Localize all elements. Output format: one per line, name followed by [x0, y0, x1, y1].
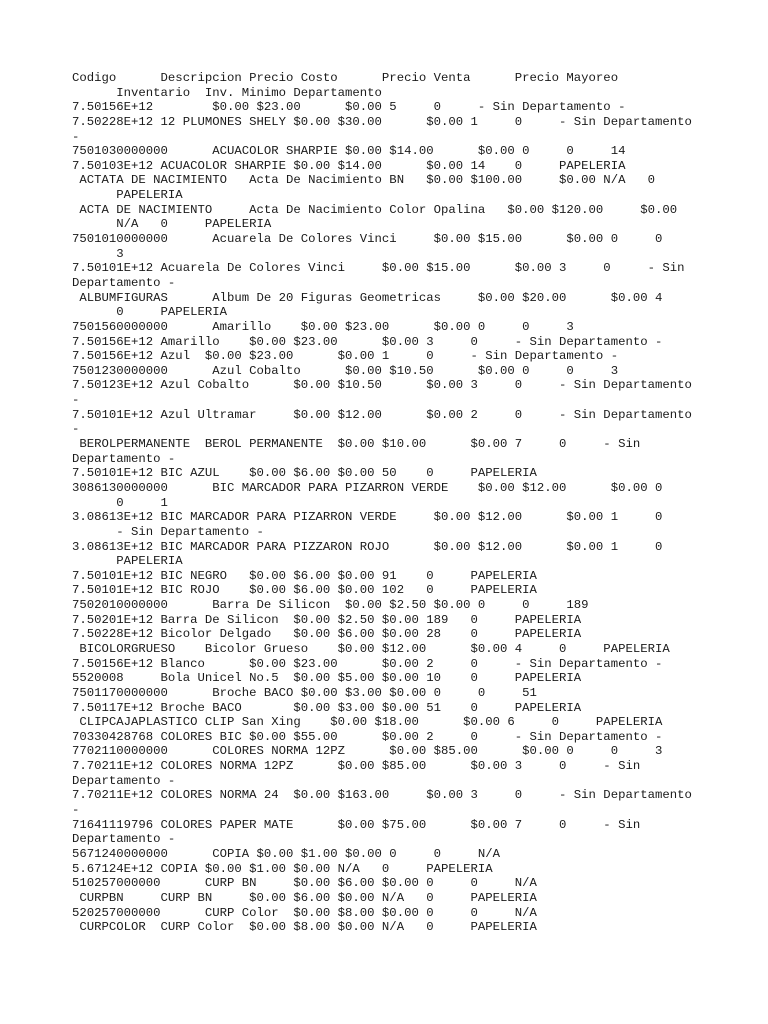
inventory-line: 5671240000000 COPIA $0.00 $1.00 $0.00 0 0 N/A	[72, 846, 501, 861]
inventory-line: 7.50123E+12 Azul Cobalto $0.00 $10.50 $0.00 3 0 - Sin Departamento	[72, 378, 692, 393]
inventory-line: 7.70211E+12 COLORES NORMA 24 $0.00 $163.00 $0.00 3 0 - Sin Departamento	[72, 788, 692, 803]
inventory-line: 7.50156E+12 Azul $0.00 $23.00 $0.00 1 0 - Sin Departamento -	[72, 349, 619, 364]
inventory-line: -	[72, 422, 80, 437]
inventory-line: 7501030000000 ACUACOLOR SHARPIE $0.00 $14.00 $0.00 0 0 14	[72, 144, 626, 159]
inventory-line: ACTA DE NACIMIENTO Acta De Nacimiento Color Opalina $0.00 $120.00 $0.00	[72, 202, 678, 217]
inventory-line: 7501230000000 Azul Cobalto $0.00 $10.50 $0.00 0 0 3	[72, 363, 619, 378]
inventory-line: CURPCOLOR CURP Color $0.00 $8.00 $0.00 N/A 0 PAPELERIA	[72, 920, 537, 935]
inventory-line: Departamento -	[72, 451, 176, 466]
inventory-line: N/A 0 PAPELERIA	[72, 217, 272, 232]
inventory-line: 7.50228E+12 Bicolor Delgado $0.00 $6.00 $0.00 28 0 PAPELERIA	[72, 627, 582, 642]
inventory-line: 3.08613E+12 BIC MARCADOR PARA PIZARRON VERDE $0.00 $12.00 $0.00 1 0	[72, 510, 663, 525]
inventory-line: CURPBN CURP BN $0.00 $6.00 $0.00 N/A 0 PAPELERIA	[72, 890, 537, 905]
inventory-line: Departamento -	[72, 275, 176, 290]
inventory-line: 7.50228E+12 12 PLUMONES SHELY $0.00 $30.00 $0.00 1 0 - Sin Departamento	[72, 114, 692, 129]
inventory-rows	[72, 100, 712, 935]
inventory-line: 7.50101E+12 BIC NEGRO $0.00 $6.00 $0.00 91 0 PAPELERIA	[72, 568, 537, 583]
inventory-line: 510257000000 CURP BN $0.00 $6.00 $0.00 0 0 N/A	[72, 876, 537, 891]
inventory-line: BICOLORGRUESO Bicolor Grueso $0.00 $12.00 $0.00 4 0 PAPELERIA	[72, 641, 670, 656]
inventory-line: 7.50101E+12 BIC AZUL $0.00 $6.00 $0.00 50 0 PAPELERIA	[72, 466, 537, 481]
inventory-line: BEROLPERMANENTE BEROL PERMANENTE $0.00 $10.00 $0.00 7 0 - Sin	[72, 437, 641, 452]
inventory-line: 71641119796 COLORES PAPER MATE $0.00 $75.00 $0.00 7 0 - Sin	[72, 817, 641, 832]
inventory-line: 7502010000000 Barra De Silicon $0.00 $2.50 $0.00 0 0 189	[72, 598, 589, 613]
inventory-line: 0 PAPELERIA	[72, 305, 227, 320]
inventory-document	[72, 71, 712, 935]
column-header-line: Inventario Inv. Minimo Departamento	[72, 85, 382, 100]
inventory-line: - Sin Departamento -	[72, 524, 264, 539]
inventory-line: 7.70211E+12 COLORES NORMA 12PZ $0.00 $85.00 $0.00 3 0 - Sin	[72, 759, 641, 774]
inventory-line: 7.50156E+12 $0.00 $23.00 $0.00 5 0 - Sin Departamento -	[72, 100, 626, 115]
inventory-line: 7501010000000 Acuarela De Colores Vinci $0.00 $15.00 $0.00 0 0	[72, 232, 663, 247]
inventory-line: PAPELERIA	[72, 554, 183, 569]
inventory-line: 3086130000000 BIC MARCADOR PARA PIZARRON VERDE $0.00 $12.00 $0.00 0	[72, 480, 663, 495]
inventory-line: 520257000000 CURP Color $0.00 $8.00 $0.00 0 0 N/A	[72, 905, 537, 920]
inventory-line: 0 1	[72, 495, 168, 510]
inventory-line: PAPELERIA	[72, 188, 183, 203]
inventory-line: -	[72, 393, 80, 408]
inventory-line: -	[72, 803, 80, 818]
inventory-line: 7.50103E+12 ACUACOLOR SHARPIE $0.00 $14.00 $0.00 14 0 PAPELERIA	[72, 158, 626, 173]
inventory-line: 5520008 Bola Unicel No.5 $0.00 $5.00 $0.00 10 0 PAPELERIA	[72, 671, 582, 686]
inventory-line: 3	[72, 246, 124, 261]
inventory-line: 5.67124E+12 COPIA $0.00 $1.00 $0.00 N/A 0 PAPELERIA	[72, 861, 493, 876]
inventory-line: 70330428768 COLORES BIC $0.00 $55.00 $0.00 2 0 - Sin Departamento -	[72, 729, 663, 744]
column-header-line: Codigo Descripcion Precio Costo Precio Venta Precio Mayoreo	[72, 71, 619, 85]
inventory-line: Departamento -	[72, 773, 176, 788]
inventory-line: 7.50156E+12 Blanco $0.00 $23.00 $0.00 2 0 - Sin Departamento -	[72, 656, 663, 671]
inventory-line: 7.50117E+12 Broche BACO $0.00 $3.00 $0.00 51 0 PAPELERIA	[72, 700, 582, 715]
inventory-line: 7702110000000 COLORES NORMA 12PZ $0.00 $85.00 $0.00 0 0 3	[72, 744, 663, 759]
inventory-line: -	[72, 129, 80, 144]
inventory-line: 7.50101E+12 Acuarela De Colores Vinci $0.00 $15.00 $0.00 3 0 - Sin	[72, 261, 685, 276]
inventory-line: ACTATA DE NACIMIENTO Acta De Nacimiento BN $0.00 $100.00 $0.00 N/A 0	[72, 173, 655, 188]
inventory-line: 3.08613E+12 BIC MARCADOR PARA PIZZARON ROJO $0.00 $12.00 $0.00 1 0	[72, 539, 663, 554]
inventory-line: ALBUMFIGURAS Album De 20 Figuras Geometricas $0.00 $20.00 $0.00 4	[72, 290, 663, 305]
inventory-line: Departamento -	[72, 832, 176, 847]
inventory-line: CLIPCAJAPLASTICO CLIP San Xing $0.00 $18.00 $0.00 6 0 PAPELERIA	[72, 715, 663, 730]
inventory-line: 7.50101E+12 BIC ROJO $0.00 $6.00 $0.00 102 0 PAPELERIA	[72, 583, 537, 598]
inventory-line: 7.50156E+12 Amarillo $0.00 $23.00 $0.00 3 0 - Sin Departamento -	[72, 334, 663, 349]
inventory-line: 7.50201E+12 Barra De Silicon $0.00 $2.50 $0.00 189 0 PAPELERIA	[72, 612, 582, 627]
inventory-line: 7501170000000 Broche BACO $0.00 $3.00 $0.00 0 0 51	[72, 685, 537, 700]
inventory-line: 7501560000000 Amarillo $0.00 $23.00 $0.00 0 0 3	[72, 319, 574, 334]
inventory-line: 7.50101E+12 Azul Ultramar $0.00 $12.00 $0.00 2 0 - Sin Departamento	[72, 407, 692, 422]
